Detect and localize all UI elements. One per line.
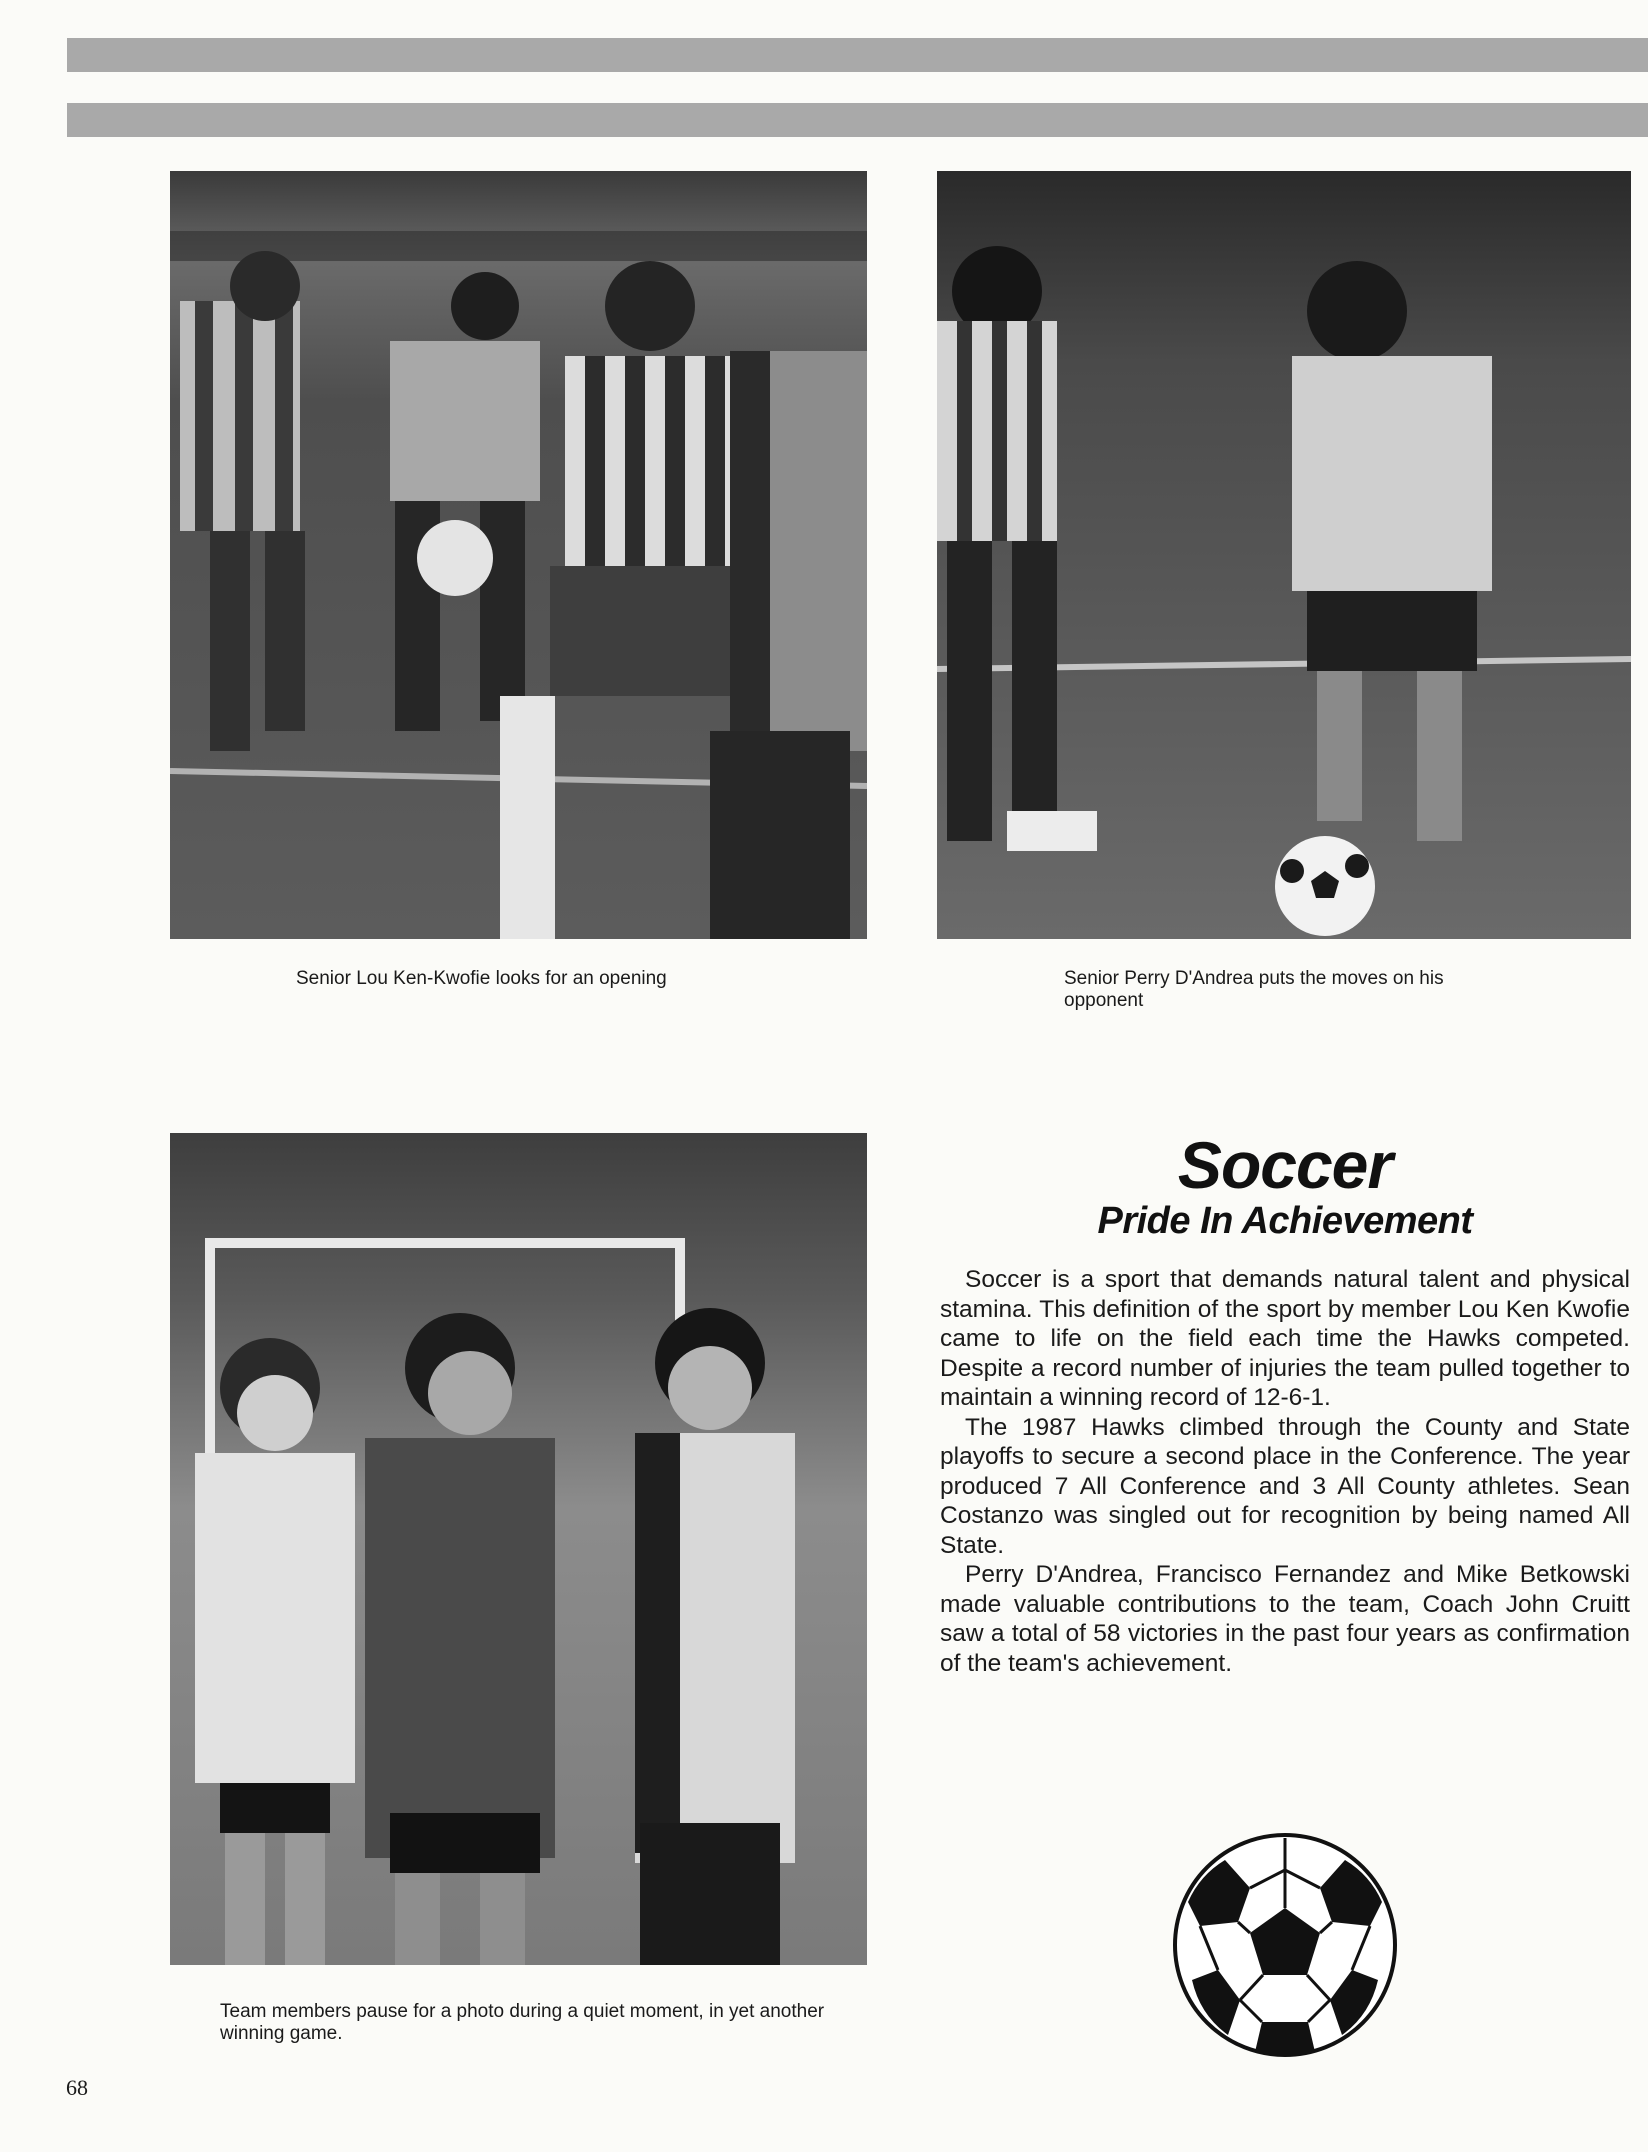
header-band-bottom <box>67 103 1648 137</box>
caption-photo-3: Team members pause for a photo during a quiet moment, in yet another winning game. <box>220 2001 825 2044</box>
photo-team-members <box>170 1133 867 1965</box>
article-body <box>940 1265 1630 1678</box>
header-band-top <box>67 38 1648 72</box>
article-subtitle: Pride In Achievement <box>1097 1200 1473 1242</box>
article-title: Soccer <box>1177 1128 1393 1202</box>
caption-photo-1: Senior Lou Ken-Kwofie looks for an opening <box>296 968 667 989</box>
article-paragraph: The 1987 Hawks climbed through the County and State playoffs to secure a second place in the Conference. The year produced 7 All Conference and 3 All County athletes. Sean Costanzo was singled out for recognition by being named All State. <box>940 1413 1630 1559</box>
photo-players-in-action <box>170 171 867 939</box>
caption-photo-2: Senior Perry D'Andrea puts the moves on his opponent <box>1064 968 1444 1011</box>
photo-player-dribbling <box>937 171 1631 939</box>
page-number: 68 <box>66 2075 88 2100</box>
article-paragraph: Soccer is a sport that demands natural talent and physical stamina. This definition of the sport by member Lou Ken Kwofie came to life on the field each time the Hawks competed. Despite a record number of injuries the team pulled together to maintain a winning record of 12-6-1. <box>940 1266 1630 1411</box>
article-paragraph: Perry D'Andrea, Francisco Fernandez and Mike Betkowski made valuable contributions to the team, Coach John Cruitt saw a total of 58 victories in the past four years as confirmation of the team's achievement. <box>940 1561 1630 1677</box>
soccer-ball-icon <box>1170 1830 1400 2060</box>
